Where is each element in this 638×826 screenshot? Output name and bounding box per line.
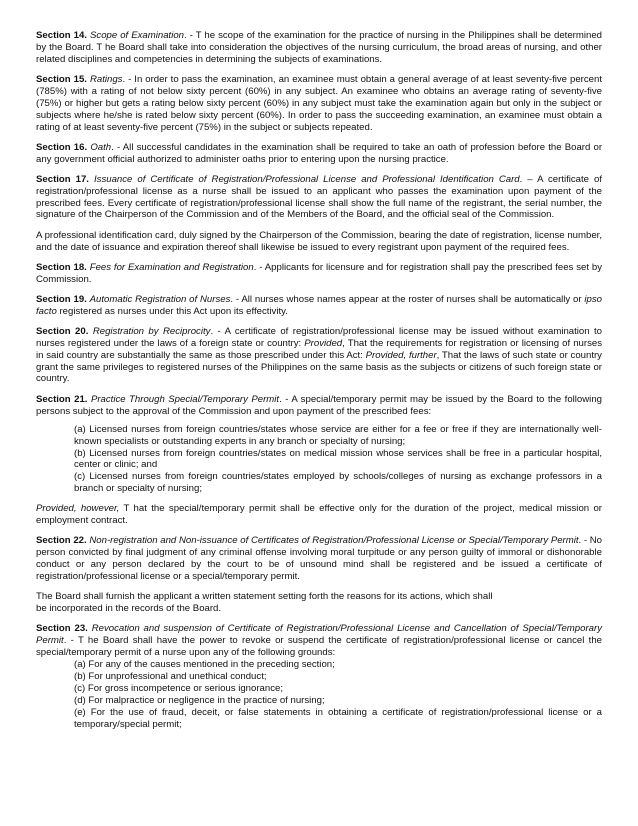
section-16 — [36, 142, 602, 166]
section-20 — [36, 326, 602, 385]
section-title: Revocation and suspension of Certificate of Registration/Professional License and Cancellation of Special/Temporary Permit — [36, 623, 602, 647]
list-item: (d) For malpractice or negligence in the practice of nursing; — [74, 694, 325, 706]
section-number: Section 19. — [36, 293, 87, 305]
section-17-id-card: A professional identification card, duly signed by the Chairperson of the Commission, bearing the date of registration, license number, and the date of issuance and expiration thereof shall likewise be issued to every registrant upon payment of the required fees. — [36, 229, 602, 253]
section-19 — [36, 294, 602, 318]
list-item: (c) For gross incompetence or serious ignorance; — [74, 682, 284, 694]
section-body: . - A special/temporary permit may be issued by the Board to the following persons subject to the approval of the Commission and upon payment of the prescribed fees: — [36, 393, 602, 417]
section-22-note — [36, 591, 602, 615]
section-number: Section 14. — [36, 30, 87, 41]
section-body: . - Applicants for licensure and for registration shall pay the prescribed fees set by Commission. — [36, 261, 603, 285]
section-body: . - All successful candidates in the examination shall be required to take an oath of profession before the Board or any government official authorized to administer oaths prior to entering upon the nursing practice. — [36, 141, 603, 165]
section-23 — [36, 623, 602, 659]
section-body: . - No person convicted by final judgment of any criminal offense involving moral turpitude or any person guilty of immoral or dishonorable conduct or any person declared by the court to be of unsound mind shall be registered and be issued a certificate of registration/professional license or a special/temporary permit. — [36, 535, 603, 583]
italic-phrase: ipso facto — [36, 293, 603, 317]
section-body: . – A certificate of registration/professional license as a nurse shall be issued to an applicant who passes the examination upon payment of the prescribed fees. Every certificate of registration/professional license shall show the full name of the registrant, the serial number, the signature of the Chairperson of the Commission and of the Members of the Board, and the official seal of the Commission. — [36, 173, 603, 221]
section-body: . - A certificate of registration/professional license may be issued without examination to nurses registered under the laws of a foreign state or country: — [36, 325, 603, 349]
section-title: Issuance of Certificate of Registration/Professional License and Professional Identification Card — [93, 173, 520, 185]
section-title: Non-registration and Non-issuance of Certificates of Registration/Professional License or Special/Temporary Permit — [89, 535, 579, 547]
list-item: (c) Licensed nurses from foreign countries/states employed by schools/colleges of nursing as exchange professors in a branch or specialty of nursing; — [74, 471, 602, 495]
section-number: Section 22. — [36, 535, 87, 547]
italic-phrase: Provided, further — [365, 349, 437, 361]
section-23-list — [74, 659, 602, 730]
section-body: . - T he Board shall have the power to revoke or suspend the certificate of registration/professional license or cancel the special/temporary permit of a nurse upon any of the following grounds: — [36, 635, 602, 659]
section-body: , That the laws of such state or country grant the same privileges to registered nurses of the Philippines on the same basis as the subjects or citizens of such foreign state or country. — [36, 349, 602, 385]
section-title: Scope of Examination — [90, 30, 185, 41]
section-21-list — [74, 424, 602, 495]
section-14 — [36, 30, 602, 66]
section-number: Section 20. — [36, 325, 89, 337]
section-title: Fees for Examination and Registration — [89, 261, 254, 273]
section-15 — [36, 74, 602, 133]
list-item: (b) For unprofessional and unethical conduct; — [74, 670, 267, 682]
italic-phrase: Provided, however, — [36, 503, 120, 515]
section-title: Automatic Registration of Nurses — [89, 293, 231, 305]
section-number: Section 17. — [36, 173, 89, 185]
section-number: Section 23. — [36, 623, 88, 635]
section-body: registered as nurses under this Act upon its effectivity. — [56, 305, 288, 317]
section-body: T hat the special/temporary permit shall be effective only for the duration of the project, medical mission or employment contract. — [36, 503, 603, 527]
section-title: Ratings — [89, 73, 123, 85]
section-21-proviso — [36, 503, 602, 527]
list-item: (a) Licensed nurses from foreign countries/states whose service are either for a fee or free if they are internationally well-known specialists or outstanding experts in any branch or specialty of nursing; — [74, 423, 602, 447]
section-title: Registration by Reciprocity — [92, 325, 211, 337]
list-item: (a) For any of the causes mentioned in the preceding section; — [74, 659, 335, 671]
section-18 — [36, 262, 602, 286]
italic-phrase: Provided — [304, 337, 343, 349]
list-item: (b) Licensed nurses from foreign countries/states on medical mission whose services shall be free in a particular hospital, center or clinic; and — [74, 447, 602, 471]
section-body: , That the requirements for registration or licensing of nurses in said country are substantially the same as those prescribed under this Act: — [36, 337, 602, 361]
section-number: Section 21. — [36, 393, 88, 405]
note-line: be incorporated in the records of the Board. — [36, 603, 222, 615]
section-21 — [36, 394, 602, 418]
section-body: . - All nurses whose names appear at the roster of nurses shall be automatically or — [230, 293, 585, 305]
section-body: . - In order to pass the examination, an examinee must obtain a general average of at least seventy-five percent (785%) with a rating of not below sixty percent (60%) in any subject. An examinee who obtains an average rating of seventy-five (75%) or higher but gets a rating below sixty percent (60%) in any subject must take the examination again but only in the subject or subjects where he/she is rated below sixty percent (60%). In order to pass the succeeding examination, an examinee must obtain a rating of at least seventy-five percent (75%) in the subject or subjects repeated. — [36, 73, 602, 133]
section-body: . - T he scope of the examination for the practice of nursing in the Philippines shall be determined by the Board. T he Board shall take into consideration the objectives of the nursing curriculum, the broad areas of nursing, and other related disciplines and competencies in determining the subjects of examinations. — [36, 30, 603, 65]
note-line: The Board shall furnish the applicant a written statement setting forth the reasons for its actions, which shall — [36, 591, 493, 603]
section-number: Section 15. — [36, 73, 87, 85]
section-number: Section 18. — [36, 261, 87, 273]
list-item: (e) For the use of fraud, deceit, or false statements in obtaining a certificate of registration/professional license or a temporary/special permit; — [74, 706, 602, 730]
section-title: Practice Through Special/Temporary Permit — [90, 393, 280, 405]
section-title: Oath — [90, 141, 112, 153]
section-17 — [36, 174, 602, 222]
section-22 — [36, 535, 602, 583]
section-number: Section 16. — [36, 141, 88, 153]
